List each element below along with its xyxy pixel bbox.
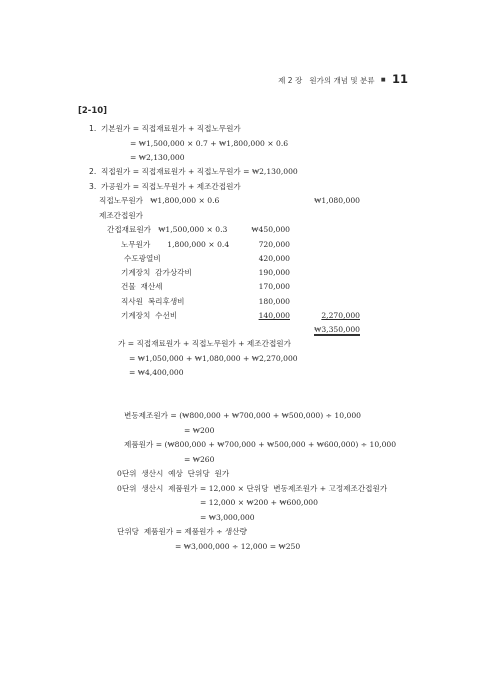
overhead-row-amount: 420,000 [258,254,290,263]
overhead-row-amount: 170,000 [258,282,290,291]
prime-cost-substitution: = ₩1,500,000 × 0.7 + ₩1,800,000 × 0.6 [130,139,289,148]
product-cost-result: = ₩260 [184,455,215,464]
prime-cost-result: = ₩2,130,000 [130,153,185,162]
overhead-row-amount: 190,000 [258,268,290,277]
overhead-title: 제조간접원가 [99,211,144,220]
product-cost-formula: 제품원가 = (₩800,000 + ₩700,000 + ₩500,000 + ₩600,000) ÷ 10,000 [124,440,397,449]
product-cost-substitution: = 12,000 × ₩200 + ₩600,000 [200,498,318,507]
bullet-icon: ■ [380,77,386,83]
grand-total: ₩3,350,000 [314,325,360,334]
overhead-row-label: 직사원 복리후생비 [121,297,185,306]
item-number-1: 1. [89,124,97,133]
formula-line-3: = ₩4,400,000 [129,368,184,377]
overhead-row-label: 건물 재산세 [121,282,163,291]
direct-cost-formula: 직접원가 = 직접재료원가 + 직접노무원가 = ₩2,130,000 [101,167,298,176]
unit-cost-result: = ₩3,000,000 ÷ 12,000 = ₩250 [175,542,301,551]
variable-cost-result: = ₩200 [184,426,215,435]
conversion-cost-formula: 가공원가 = 직접노무원가 + 제조간접원가 [101,182,241,191]
running-header [278,72,408,86]
direct-labor-row: 직접노무원가 ₩1,800,000 × 0.6 [99,196,220,205]
page-number: 11 [391,72,408,86]
overhead-row-label: 노무원가 1,800,000 × 0.4 [121,240,230,249]
product-cost-total: = ₩3,000,000 [200,513,255,522]
unit-cost-formula: 단위당 제품원가 = 제품원가 ÷ 생산량 [117,527,247,536]
product-cost-at-volume: 0단위 생산시 제품원가 = 12,000 × 단위당 변동제조원가 + 고정제조간접원가 [117,484,388,493]
overhead-row-amount: 140,000 [258,311,290,320]
overhead-total: 2,270,000 [321,311,360,320]
expected-unit-cost-heading: 0단위 생산시 예상 단위당 원가 [117,469,230,478]
overhead-row-label: 수도광열비 [124,254,161,263]
chapter-label: 제 2 장 [278,76,303,85]
formula-line-1: 가 = 직접재료원가 + 직접노무원가 + 제조간접원가 [118,339,291,348]
chapter-title: 원가의 개념 및 분류 [309,76,375,85]
overhead-row-label: 기계장치 수선비 [121,311,178,320]
overhead-row-amount: 180,000 [258,297,290,306]
overhead-row-amount: 720,000 [258,240,290,249]
overhead-row-label: 기계장치 감가상각비 [121,268,192,277]
variable-cost-formula: 변동제조원가 = (₩800,000 + ₩700,000 + ₩500,000) ÷ 10,000 [124,411,361,420]
overhead-row-amount: ₩450,000 [251,225,290,234]
formula-line-2: = ₩1,050,000 + ₩1,080,000 + ₩2,270,000 [129,354,298,363]
item-number-3: 3. [89,182,97,191]
direct-labor-value: ₩1,080,000 [314,196,360,205]
section-label: [2-10] [78,106,108,116]
item-number-2: 2. [89,167,97,176]
prime-cost-formula: 기본원가 = 직접재료원가 + 직접노무원가 [101,124,241,133]
overhead-row-label: 간접재료원가 ₩1,500,000 × 0.3 [107,225,228,234]
